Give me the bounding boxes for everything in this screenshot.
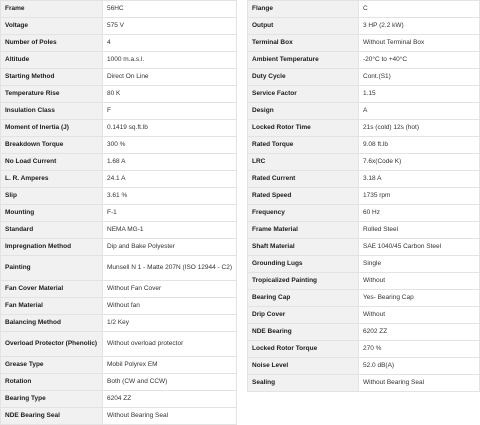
spec-row [1, 137, 237, 154]
spec-value: NEMA MG-1 [103, 222, 237, 239]
spec-row [248, 137, 480, 154]
spec-label: Insulation Class [1, 103, 103, 120]
spec-label: NDE Bearing [248, 324, 359, 341]
spec-label: NDE Bearing Seal [1, 408, 103, 425]
spec-row [248, 18, 480, 35]
spec-row [248, 307, 480, 324]
spec-value: 1735 rpm [359, 188, 480, 205]
spec-label: Balancing Method [1, 315, 103, 332]
spec-value: 60 Hz [359, 205, 480, 222]
spec-row [248, 273, 480, 290]
spec-row [1, 52, 237, 69]
spec-label: Mounting [1, 205, 103, 222]
spec-label: Drip Cover [248, 307, 359, 324]
spec-value: Rolled Steel [359, 222, 480, 239]
spec-row [1, 281, 237, 298]
spec-label: Rated Torque [248, 137, 359, 154]
spec-row [1, 391, 237, 408]
spec-row [1, 408, 237, 425]
spec-value: 1.15 [359, 86, 480, 103]
spec-value: 56HC [103, 1, 237, 18]
spec-value: 52.0 dB(A) [359, 358, 480, 375]
spec-row [1, 86, 237, 103]
spec-row [248, 52, 480, 69]
spec-label: Sealing [248, 375, 359, 392]
spec-label: Number of Poles [1, 35, 103, 52]
spec-value: A [359, 103, 480, 120]
spec-label: Terminal Box [248, 35, 359, 52]
spec-value: 1000 m.a.s.l. [103, 52, 237, 69]
spec-row [248, 120, 480, 137]
spec-value: Both (CW and CCW) [103, 374, 237, 391]
spec-label: Locked Rotor Torque [248, 341, 359, 358]
spec-label: Shaft Material [248, 239, 359, 256]
spec-row [1, 1, 237, 18]
spec-row [1, 315, 237, 332]
spec-row [248, 154, 480, 171]
spec-row [1, 18, 237, 35]
spec-value: Without fan [103, 298, 237, 315]
spec-label: Altitude [1, 52, 103, 69]
spec-value: 1.68 A [103, 154, 237, 171]
spec-value: Without [359, 273, 480, 290]
spec-row [248, 290, 480, 307]
spec-value: F-1 [103, 205, 237, 222]
spec-label: Fan Cover Material [1, 281, 103, 298]
spec-row [248, 188, 480, 205]
spec-row [1, 69, 237, 86]
spec-label: Frame [1, 1, 103, 18]
spec-row [248, 35, 480, 52]
spec-row [1, 188, 237, 205]
spec-label: Grease Type [1, 357, 103, 374]
spec-row [248, 222, 480, 239]
spec-row [248, 69, 480, 86]
spec-value: 24.1 A [103, 171, 237, 188]
spec-row [248, 171, 480, 188]
spec-label: LRC [248, 154, 359, 171]
spec-value: 80 K [103, 86, 237, 103]
spec-value: 1/2 Key [103, 315, 237, 332]
right-spec-table [247, 0, 480, 392]
spec-value: 21s (cold) 12s (hot) [359, 120, 480, 137]
spec-label: Temperature Rise [1, 86, 103, 103]
spec-row [1, 239, 237, 256]
spec-row [248, 256, 480, 273]
spec-label: Duty Cycle [248, 69, 359, 86]
spec-row [248, 358, 480, 375]
spec-value: 4 [103, 35, 237, 52]
spec-value: Single [359, 256, 480, 273]
spec-value: C [359, 1, 480, 18]
spec-value: 3.18 A [359, 171, 480, 188]
spec-row [1, 357, 237, 374]
spec-value: Without Bearing Seal [103, 408, 237, 425]
spec-value: Without Bearing Seal [359, 375, 480, 392]
spec-label: Breakdown Torque [1, 137, 103, 154]
spec-label: Fan Material [1, 298, 103, 315]
spec-row [1, 256, 237, 281]
spec-label: Output [248, 18, 359, 35]
spec-value: 9.08 ft.lb [359, 137, 480, 154]
spec-row [1, 103, 237, 120]
spec-value: Cont.(S1) [359, 69, 480, 86]
spec-label: Frame Material [248, 222, 359, 239]
spec-row [248, 324, 480, 341]
right-spec-column [247, 0, 480, 392]
spec-value: Dip and Bake Polyester [103, 239, 237, 256]
spec-value: Without overload protector [103, 332, 237, 357]
spec-value: SAE 1040/45 Carbon Steel [359, 239, 480, 256]
spec-label: Noise Level [248, 358, 359, 375]
spec-row [248, 86, 480, 103]
spec-label: Frequency [248, 205, 359, 222]
spec-label: Overload Protector (Phenolic) [1, 332, 103, 357]
spec-row [1, 205, 237, 222]
spec-row [248, 375, 480, 392]
spec-row [1, 222, 237, 239]
left-spec-column [0, 0, 237, 425]
spec-row [1, 35, 237, 52]
spec-label: Starting Method [1, 69, 103, 86]
spec-value: 575 V [103, 18, 237, 35]
spec-label: No Load Current [1, 154, 103, 171]
spec-value: -20°C to +40°C [359, 52, 480, 69]
spec-value: Without Terminal Box [359, 35, 480, 52]
spec-value: Mobil Polyrex EM [103, 357, 237, 374]
spec-label: Rated Speed [248, 188, 359, 205]
spec-value: Yes- Bearing Cap [359, 290, 480, 307]
spec-value: 270 % [359, 341, 480, 358]
spec-label: Flange [248, 1, 359, 18]
spec-label: L. R. Amperes [1, 171, 103, 188]
spec-value: 6202 ZZ [359, 324, 480, 341]
left-spec-table [0, 0, 237, 425]
spec-row [248, 341, 480, 358]
spec-label: Rated Current [248, 171, 359, 188]
spec-label: Design [248, 103, 359, 120]
spec-label: Ambient Temperature [248, 52, 359, 69]
spec-value: 3 HP (2.2 kW) [359, 18, 480, 35]
spec-value: Without [359, 307, 480, 324]
spec-value: Direct On Line [103, 69, 237, 86]
spec-row [1, 374, 237, 391]
spec-label: Tropicalized Painting [248, 273, 359, 290]
spec-row [248, 239, 480, 256]
spec-label: Bearing Type [1, 391, 103, 408]
spec-row [248, 103, 480, 120]
spec-row [1, 298, 237, 315]
spec-label: Moment of Inertia (J) [1, 120, 103, 137]
spec-value: 300 % [103, 137, 237, 154]
spec-value: 3.61 % [103, 188, 237, 205]
spec-row [1, 120, 237, 137]
spec-label: Voltage [1, 18, 103, 35]
spec-row [248, 205, 480, 222]
spec-label: Bearing Cap [248, 290, 359, 307]
spec-value: Without Fan Cover [103, 281, 237, 298]
spec-label: Painting [1, 256, 103, 281]
spec-value: F [103, 103, 237, 120]
spec-row [248, 1, 480, 18]
spec-label: Rotation [1, 374, 103, 391]
spec-label: Service Factor [248, 86, 359, 103]
spec-row [1, 171, 237, 188]
spec-value: 0.1419 sq.ft.lb [103, 120, 237, 137]
spec-value: Munsell N 1 - Matte 207N (ISO 12944 - C2) [103, 256, 237, 281]
spec-label: Standard [1, 222, 103, 239]
spec-label: Locked Rotor Time [248, 120, 359, 137]
spec-value: 6204 ZZ [103, 391, 237, 408]
spec-row [1, 154, 237, 171]
spec-label: Grounding Lugs [248, 256, 359, 273]
spec-row [1, 332, 237, 357]
spec-label: Slip [1, 188, 103, 205]
spec-value: 7.6x(Code K) [359, 154, 480, 171]
spec-label: Impregnation Method [1, 239, 103, 256]
